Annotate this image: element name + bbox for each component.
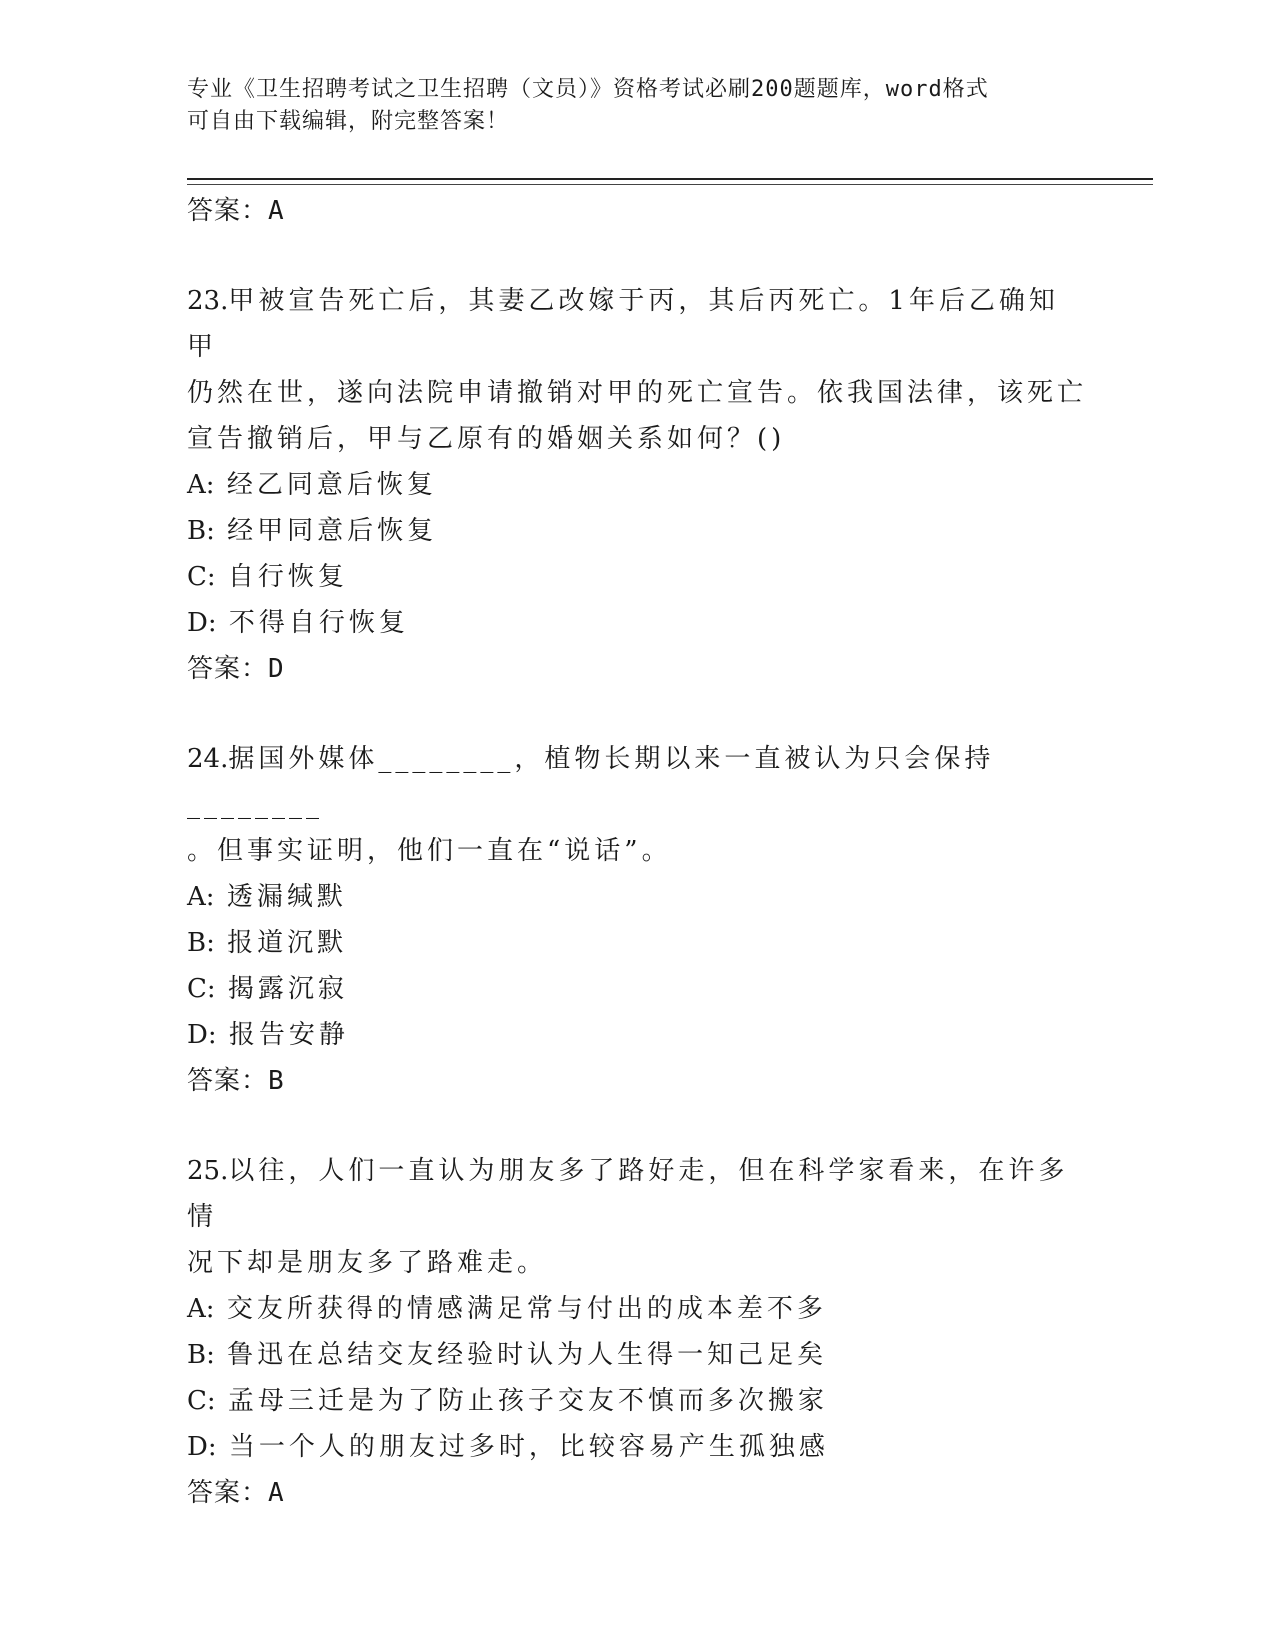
option-text: 报道沉默 xyxy=(227,928,348,958)
option-text: 当一个人的朋友过多时，比较容易产生孤独感 xyxy=(228,1432,829,1462)
stem-line: 据国外媒体________，植物长期以来一直被认为只会保持________ xyxy=(187,744,995,820)
option-a xyxy=(187,874,1087,920)
stem-line: 况下却是朋友多了路难走。 xyxy=(187,1248,548,1278)
question-25 xyxy=(187,1148,1087,1516)
option-text: 报告安静 xyxy=(228,1020,349,1050)
header-line-2: 可自由下载编辑，附完整答案！ xyxy=(187,109,510,134)
option-letter: A: xyxy=(187,882,215,912)
document-header xyxy=(187,74,1067,138)
question-number: 24. xyxy=(187,744,229,774)
stem-line: 宣告撤销后，甲与乙原有的婚姻关系如何？() xyxy=(187,424,786,454)
answer-line: 答案：A xyxy=(187,1478,285,1508)
option-letter: C: xyxy=(187,1386,216,1416)
option-letter: A: xyxy=(187,1294,215,1324)
stem-line: 。但事实证明，他们一直在“说话”。 xyxy=(187,836,672,866)
option-d xyxy=(187,600,1087,646)
option-d xyxy=(187,1424,1087,1470)
question-23 xyxy=(187,278,1087,692)
option-a xyxy=(187,462,1087,508)
question-number: 23. xyxy=(187,286,229,316)
option-text: 交友所获得的情感满足常与付出的成本差不多 xyxy=(226,1294,827,1324)
answer-line: 答案：D xyxy=(187,654,285,684)
option-letter: C: xyxy=(187,562,216,592)
option-text: 揭露沉寂 xyxy=(227,974,348,1004)
option-text: 孟母三迁是为了防止孩子交友不慎而多次搬家 xyxy=(227,1386,828,1416)
previous-answer: 答案：A xyxy=(187,196,285,226)
option-b xyxy=(187,1332,1087,1378)
option-letter: C: xyxy=(187,974,216,1004)
option-c xyxy=(187,1378,1087,1424)
option-text: 经乙同意后恢复 xyxy=(226,470,437,500)
header-rule-thick xyxy=(187,178,1153,180)
option-text: 透漏缄默 xyxy=(226,882,347,912)
option-letter: B: xyxy=(187,1340,215,1370)
header-rule-thin xyxy=(187,184,1153,185)
option-c xyxy=(187,554,1087,600)
option-a xyxy=(187,1286,1087,1332)
question-stem xyxy=(187,1148,1087,1240)
stem-line: 仍然在世，遂向法院申请撤销对甲的死亡宣告。依我国法律，该死亡 xyxy=(187,378,1088,408)
option-letter: B: xyxy=(187,928,215,958)
answer-line: 答案：B xyxy=(187,1066,285,1096)
option-letter: A: xyxy=(187,470,215,500)
option-letter: D: xyxy=(187,608,217,638)
option-b xyxy=(187,920,1087,966)
option-letter: B: xyxy=(187,516,215,546)
option-letter: D: xyxy=(187,1020,217,1050)
question-list xyxy=(187,188,1087,1516)
option-b xyxy=(187,508,1087,554)
question-24 xyxy=(187,736,1087,1104)
option-text: 自行恢复 xyxy=(227,562,348,592)
option-letter: D: xyxy=(187,1432,217,1462)
stem-line: 甲被宣告死亡后，其妻乙改嫁于丙，其后丙死亡。1年后乙确知甲 xyxy=(187,286,1059,362)
question-number: 25. xyxy=(187,1156,229,1186)
option-c xyxy=(187,966,1087,1012)
stem-line: 以往，人们一直认为朋友多了路好走，但在科学家看来，在许多情 xyxy=(187,1156,1069,1232)
question-stem xyxy=(187,278,1087,370)
option-text: 不得自行恢复 xyxy=(228,608,409,638)
option-d xyxy=(187,1012,1087,1058)
option-text: 鲁迅在总结交友经验时认为人生得一知己足矣 xyxy=(227,1340,828,1370)
option-text: 经甲同意后恢复 xyxy=(227,516,438,546)
header-line-1: 专业《卫生招聘考试之卫生招聘（文员）》资格考试必刷200题题库，word格式 xyxy=(187,77,989,102)
question-stem xyxy=(187,736,1087,828)
